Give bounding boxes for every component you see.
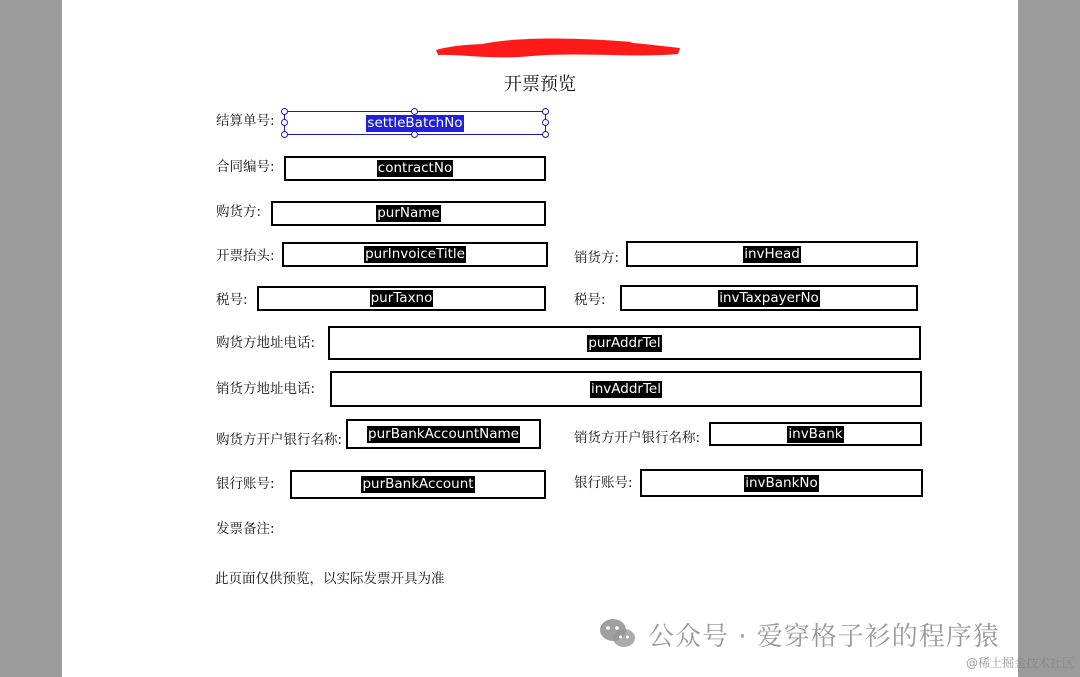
resize-handle[interactable] (411, 108, 418, 115)
inv-bank-tag: invBank (788, 425, 843, 442)
contract-no-field[interactable] (284, 156, 546, 181)
pur-name-tag: purName (377, 205, 440, 221)
resize-handle[interactable] (281, 108, 288, 115)
inv-taxpayer-no-tag: invTaxpayerNo (719, 289, 819, 306)
preview-note: 此页面仅供预览，以实际发票开具为准 (215, 571, 445, 587)
pur-taxno-label: 税号: (216, 292, 248, 308)
watermark-text: 公众号 · 爱穿格子衫的程序猿 (648, 621, 1000, 652)
contract-no-label: 合同编号: (216, 159, 275, 175)
resize-handle[interactable] (411, 131, 418, 138)
resize-handle[interactable] (281, 131, 288, 138)
pur-addr-tel-tag: purAddrTel (588, 334, 661, 351)
inv-addr-tel-tag: invAddrTel (591, 380, 661, 397)
inv-taxpayer-no-field[interactable] (620, 285, 918, 311)
inv-taxpayer-no-label: 税号: (574, 292, 606, 308)
settle-batch-tag: settleBatchNo (367, 114, 463, 131)
inv-head-tag: invHead (744, 245, 800, 262)
pur-bank-account-field[interactable] (290, 470, 546, 499)
contract-no-tag: contractNo (377, 160, 453, 176)
pur-addr-tel-field[interactable] (328, 326, 921, 360)
site-watermark: @稀土掘金技术社区 (965, 656, 1074, 670)
inv-bank-label: 销货方开户银行名称: (574, 430, 701, 446)
resize-handle[interactable] (542, 131, 549, 138)
inv-bank-no-field[interactable] (640, 469, 923, 497)
wechat-icon (598, 617, 638, 651)
pur-taxno-tag: purTaxno (370, 290, 433, 306)
pur-name-field[interactable] (271, 201, 546, 226)
page-title: 开票预览 (504, 74, 576, 95)
settle-batch-label: 结算单号: (216, 113, 275, 129)
pur-bank-account-name-field[interactable] (346, 419, 541, 449)
resize-handle[interactable] (281, 119, 288, 126)
pur-addr-tel-label: 购货方地址电话: (216, 335, 316, 351)
pur-invoice-title-field[interactable] (282, 242, 548, 267)
inv-addr-tel-label: 销货方地址电话: (216, 381, 316, 397)
pur-bank-account-label: 银行账号: (216, 476, 275, 492)
inv-head-field[interactable] (626, 241, 918, 267)
inv-bank-field[interactable] (709, 422, 922, 446)
inv-bank-no-tag: invBankNo (745, 474, 818, 491)
watermark (598, 614, 1000, 654)
redaction-mark (432, 36, 684, 60)
pur-invoice-title-tag: purInvoiceTitle (365, 246, 465, 262)
inv-addr-tel-field[interactable] (330, 371, 922, 407)
inv-bank-no-label: 银行账号: (574, 475, 633, 491)
pur-bank-account-name-tag: purBankAccountName (368, 425, 519, 442)
pur-invoice-title-label: 开票抬头: (216, 248, 275, 264)
settle-batch-field[interactable] (284, 111, 546, 135)
resize-handle[interactable] (542, 119, 549, 126)
inv-head-label: 销货方: (574, 250, 620, 266)
pur-bank-account-tag: purBankAccount (362, 476, 474, 492)
remark-label: 发票备注: (216, 521, 275, 537)
pur-taxno-field[interactable] (257, 286, 546, 311)
pur-name-label: 购货方: (216, 204, 262, 220)
pur-bank-account-name-label: 购货方开户银行名称: (216, 432, 343, 448)
resize-handle[interactable] (542, 108, 549, 115)
